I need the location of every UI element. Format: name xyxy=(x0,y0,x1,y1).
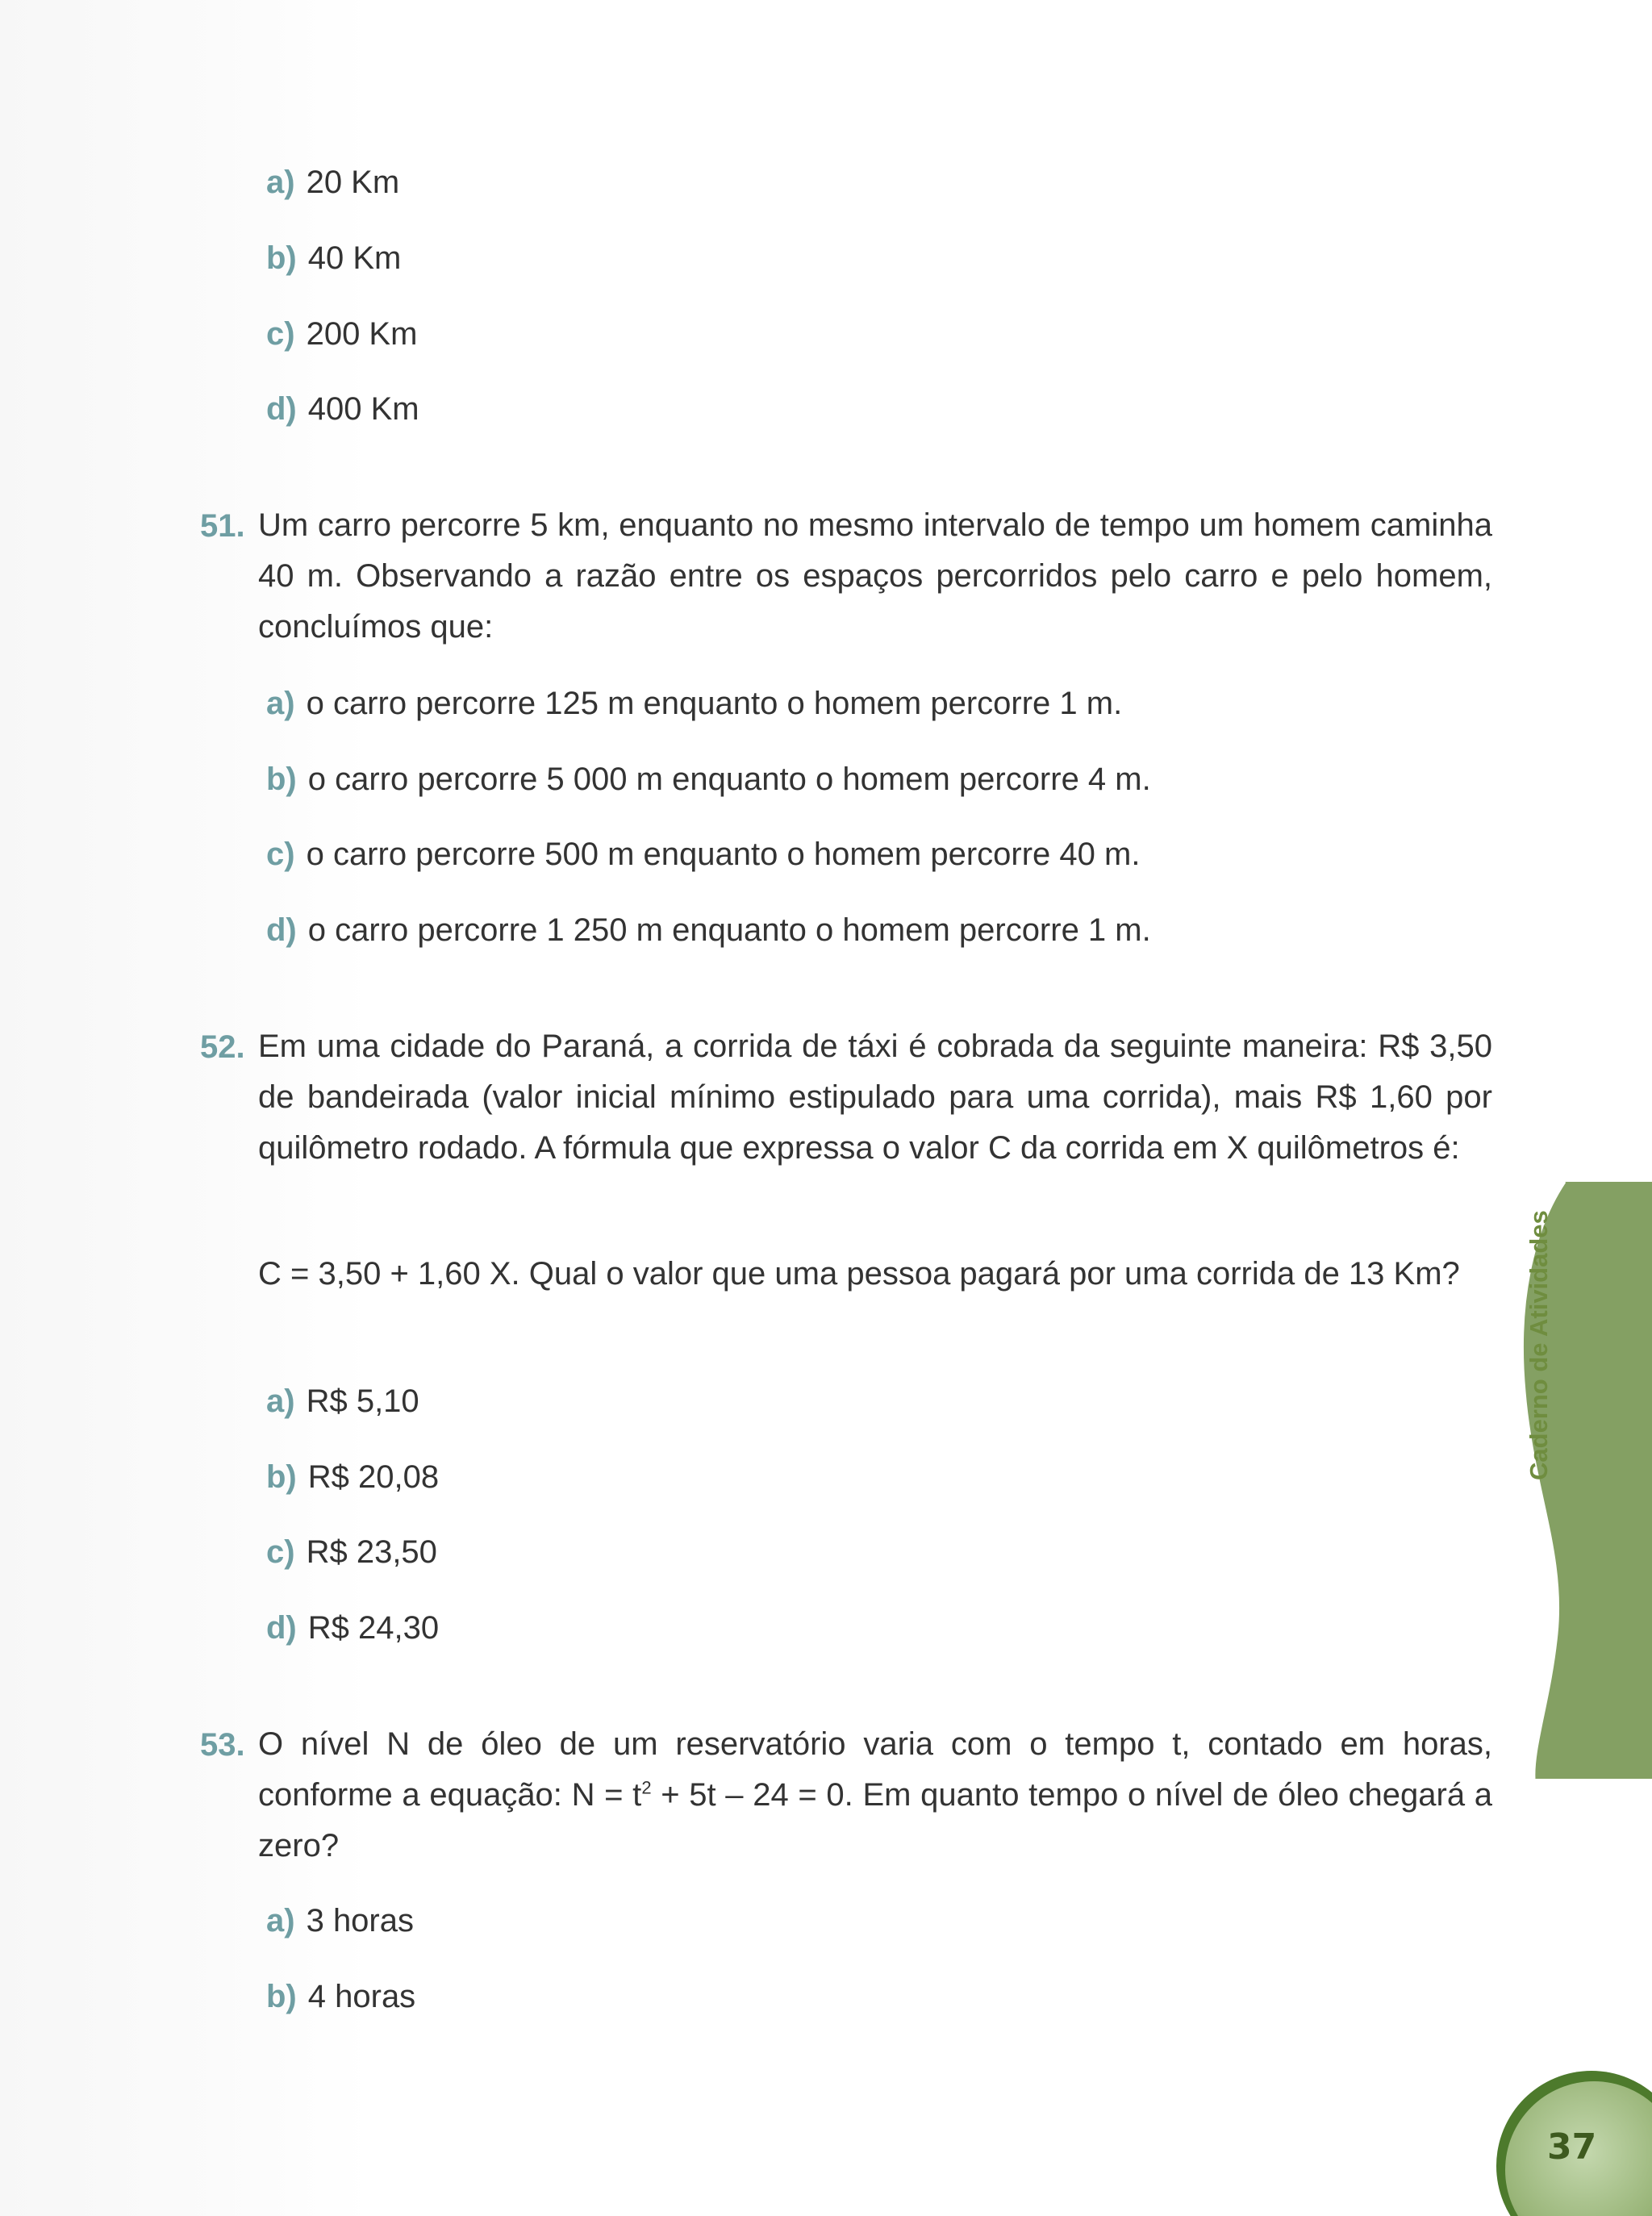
question-number-52: 52. xyxy=(200,1029,245,1065)
question-number-53: 53. xyxy=(200,1727,245,1763)
question-text-52: Em uma cidade do Paraná, a corrida de táxi é cobrada da seguinte maneira: R$ 3,50 de bandeirada (valor inicial mínimo estipulado para uma corrida), mais R$ 1,60 por quilômetro rodado. A fórmula que expressa o valor C da corrida em X quilômetros é: xyxy=(258,1029,1492,1166)
q51-option-c: c) o carro percorre 500 m enquanto o homem percorre 40 m. xyxy=(266,837,1141,872)
q51-option-d: d) o carro percorre 1 250 m enquanto o homem percorre 1 m. xyxy=(266,912,1151,948)
q52-option-c: c) R$ 23,50 xyxy=(266,1534,437,1570)
q52-option-d: d) R$ 24,30 xyxy=(266,1610,440,1646)
q50-option-b: b) 40 Km xyxy=(266,240,402,276)
q53-option-b: b) 4 horas xyxy=(266,1979,416,2014)
question-text-53: O nível N de óleo de um reservatório varia com o tempo t, contado em horas, conforme a equação: $N = t^2 + 5t - 24 = 0$. Em quanto tempo o nível de óleo chegará a zero? xyxy=(258,1726,1493,1863)
q51-option-a: a) o carro percorre 125 m enquanto o homem percorre 1 m. xyxy=(266,686,1123,721)
q51-option-b: b) o carro percorre 5 000 m enquanto o homem percorre 4 m. xyxy=(266,762,1151,797)
question-text-51: Um carro percorre 5 km, enquanto no mesmo intervalo de tempo um homem caminha 40 m. Observando a razão entre os espaços percorridos pelo carro e pelo homem, concluímos que: xyxy=(258,507,1492,645)
q50-option-c: c) 200 Km xyxy=(266,316,418,352)
sidebar-label: Caderno de Atividades xyxy=(1525,1210,1553,1480)
q50-option-a: a) 20 Km xyxy=(266,165,400,200)
q50-option-d: d) 400 Km xyxy=(266,391,419,427)
question-number-51: 51. xyxy=(200,508,245,544)
q53-option-a: a) 3 horas xyxy=(266,1903,414,1938)
superscript: 2 xyxy=(641,1777,652,1798)
q52-option-a: a) R$ 5,10 xyxy=(266,1383,419,1419)
page-number: 37 xyxy=(1547,2126,1597,2168)
question-formula-52: C = 3,50 + 1,60 X. Qual o valor que uma pessoa pagará por uma corrida de 13 Km? xyxy=(258,1256,1460,1292)
q52-option-b: b) R$ 20,08 xyxy=(266,1459,440,1495)
